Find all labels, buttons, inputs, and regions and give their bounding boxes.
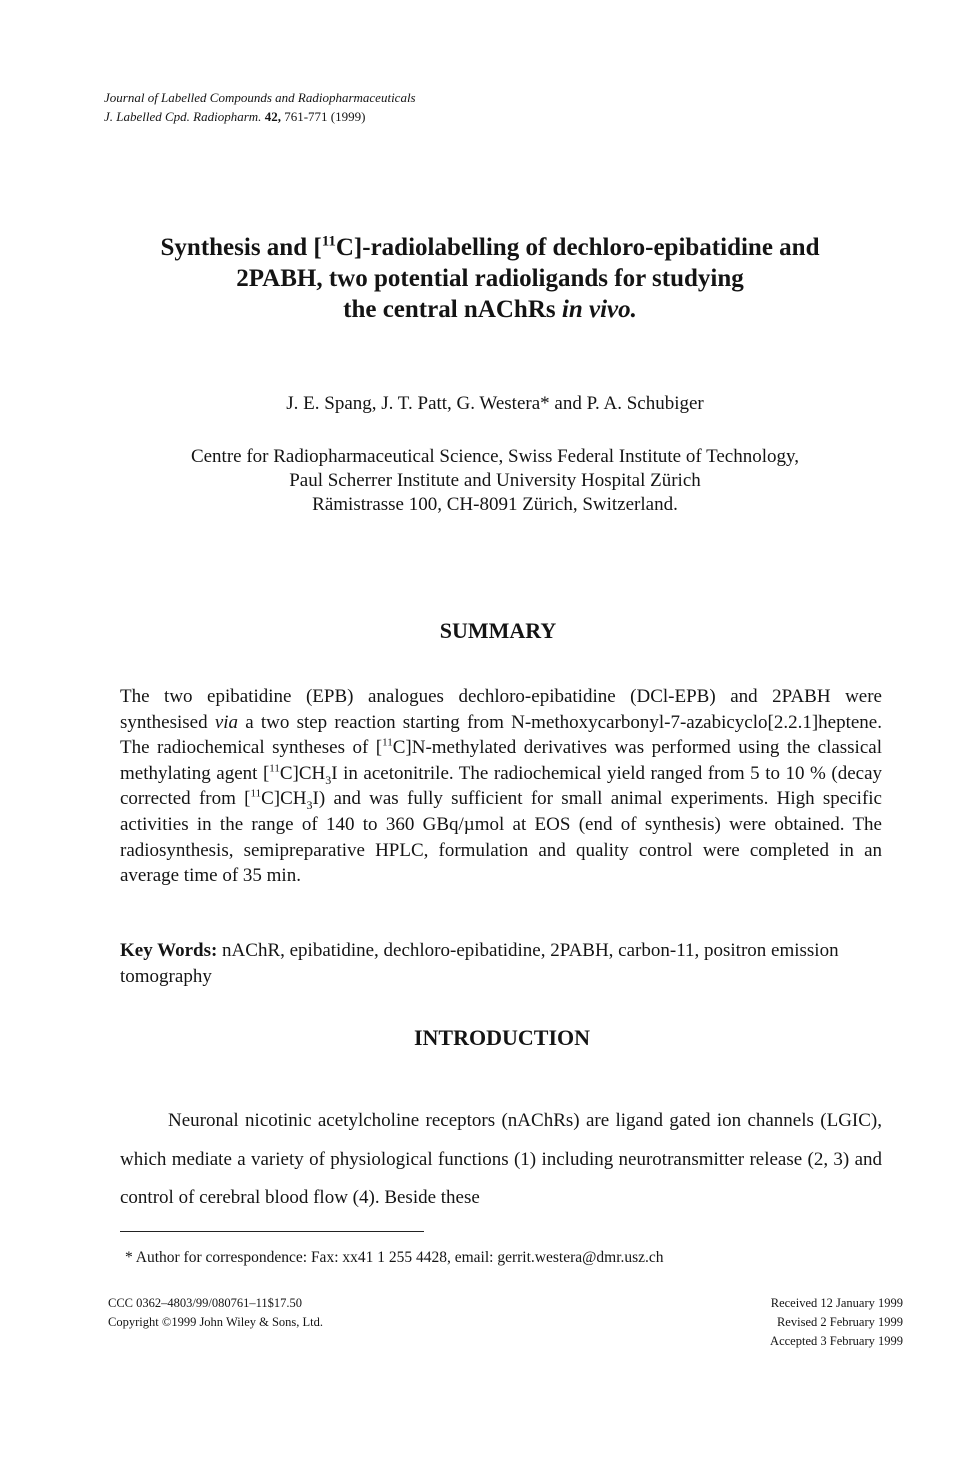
keywords bbox=[120, 938, 882, 990]
ccc-code: CCC 0362–4803/99/080761–11$17.50 bbox=[108, 1296, 302, 1310]
citation-volume: 42, bbox=[264, 109, 281, 124]
title-line-3: the central nAChRs in vivo. bbox=[343, 296, 637, 323]
keywords-text: nAChR, epibatidine, dechloro-epibatidine, 2PABH, carbon-11, positron emission tomography bbox=[120, 940, 839, 987]
publisher-info bbox=[108, 1294, 323, 1332]
accepted-date: Accepted 3 February 1999 bbox=[770, 1334, 903, 1348]
footnote-divider bbox=[120, 1231, 424, 1232]
submission-dates bbox=[770, 1294, 903, 1351]
summary-body: The two epibatidine (EPB) analogues dechloro-epibatidine (DCl-EPB) and 2PABH were synthesised via a two step reaction starting from N-methoxycarbonyl-7-azabicyclo[2.2.1]heptene. The radiochemical syntheses of [$^{11}$C]N-methylated derivatives was performed using the classical methylating agent $[^{11}C]CH_3I$ in acetonitrile. The radiochemical yield ranged from 5 to 10 % (decay corrected from $[^{11}C]CH_3I$) and was fully sufficient for small animal experiments. High specific activities in the range of 140 to 360 GBq/µmol at EOS (end of synthesis) were obtained. The radiosynthesis, semipreparative HPLC, formulation and quality control were completed in an average time of 35 min. bbox=[120, 686, 882, 887]
citation-abbrev: J. Labelled Cpd. Radiopharm. bbox=[104, 109, 262, 124]
journal-name: Journal of Labelled Compounds and Radiopharmaceuticals bbox=[104, 90, 416, 105]
journal-citation bbox=[104, 107, 416, 126]
introduction-heading: INTRODUCTION bbox=[413, 1025, 591, 1050]
affiliation bbox=[0, 445, 980, 517]
journal-header bbox=[104, 88, 416, 126]
introduction-body: Neuronal nicotinic acetylcholine receptors (nAChRs) are ligand gated ion channels (LGIC), which mediate a variety of physiological functions (1) including neurotransmitter release (2, 3) and control of cerebral blood flow (4). Beside these bbox=[120, 1110, 882, 1208]
received-date: Received 12 January 1999 bbox=[770, 1296, 903, 1310]
revised-date: Revised 2 February 1999 bbox=[776, 1315, 903, 1329]
author-list: J. E. Spang, J. T. Patt, G. Westera* and P. A. Schubiger bbox=[286, 393, 704, 414]
affiliation-line-3: Rämistrasse 100, CH-8091 Zürich, Switzerland. bbox=[312, 494, 678, 515]
keywords-label: Key Words: bbox=[120, 940, 218, 961]
summary-heading: SUMMARY bbox=[439, 618, 557, 643]
title-line-2: 2PABH, two potential radioligands for studying bbox=[236, 265, 744, 292]
affiliation-line-1: Centre for Radiopharmaceutical Science, Swiss Federal Institute of Technology, bbox=[190, 446, 800, 467]
correspondence-footnote: * Author for correspondence: Fax: xx41 1 255 4428, email: gerrit.westera@dmr.usz.ch bbox=[125, 1249, 664, 1266]
copyright-line: Copyright ©1999 John Wiley & Sons, Ltd. bbox=[108, 1315, 324, 1329]
affiliation-line-2: Paul Scherrer Institute and University Hospital Zürich bbox=[289, 470, 701, 491]
citation-pages: 761-771 (1999) bbox=[284, 109, 366, 124]
paper-title bbox=[60, 232, 920, 325]
title-line-1: Synthesis and [$^{11}$C]-radiolabelling of dechloro-epibatidine and bbox=[160, 233, 820, 261]
